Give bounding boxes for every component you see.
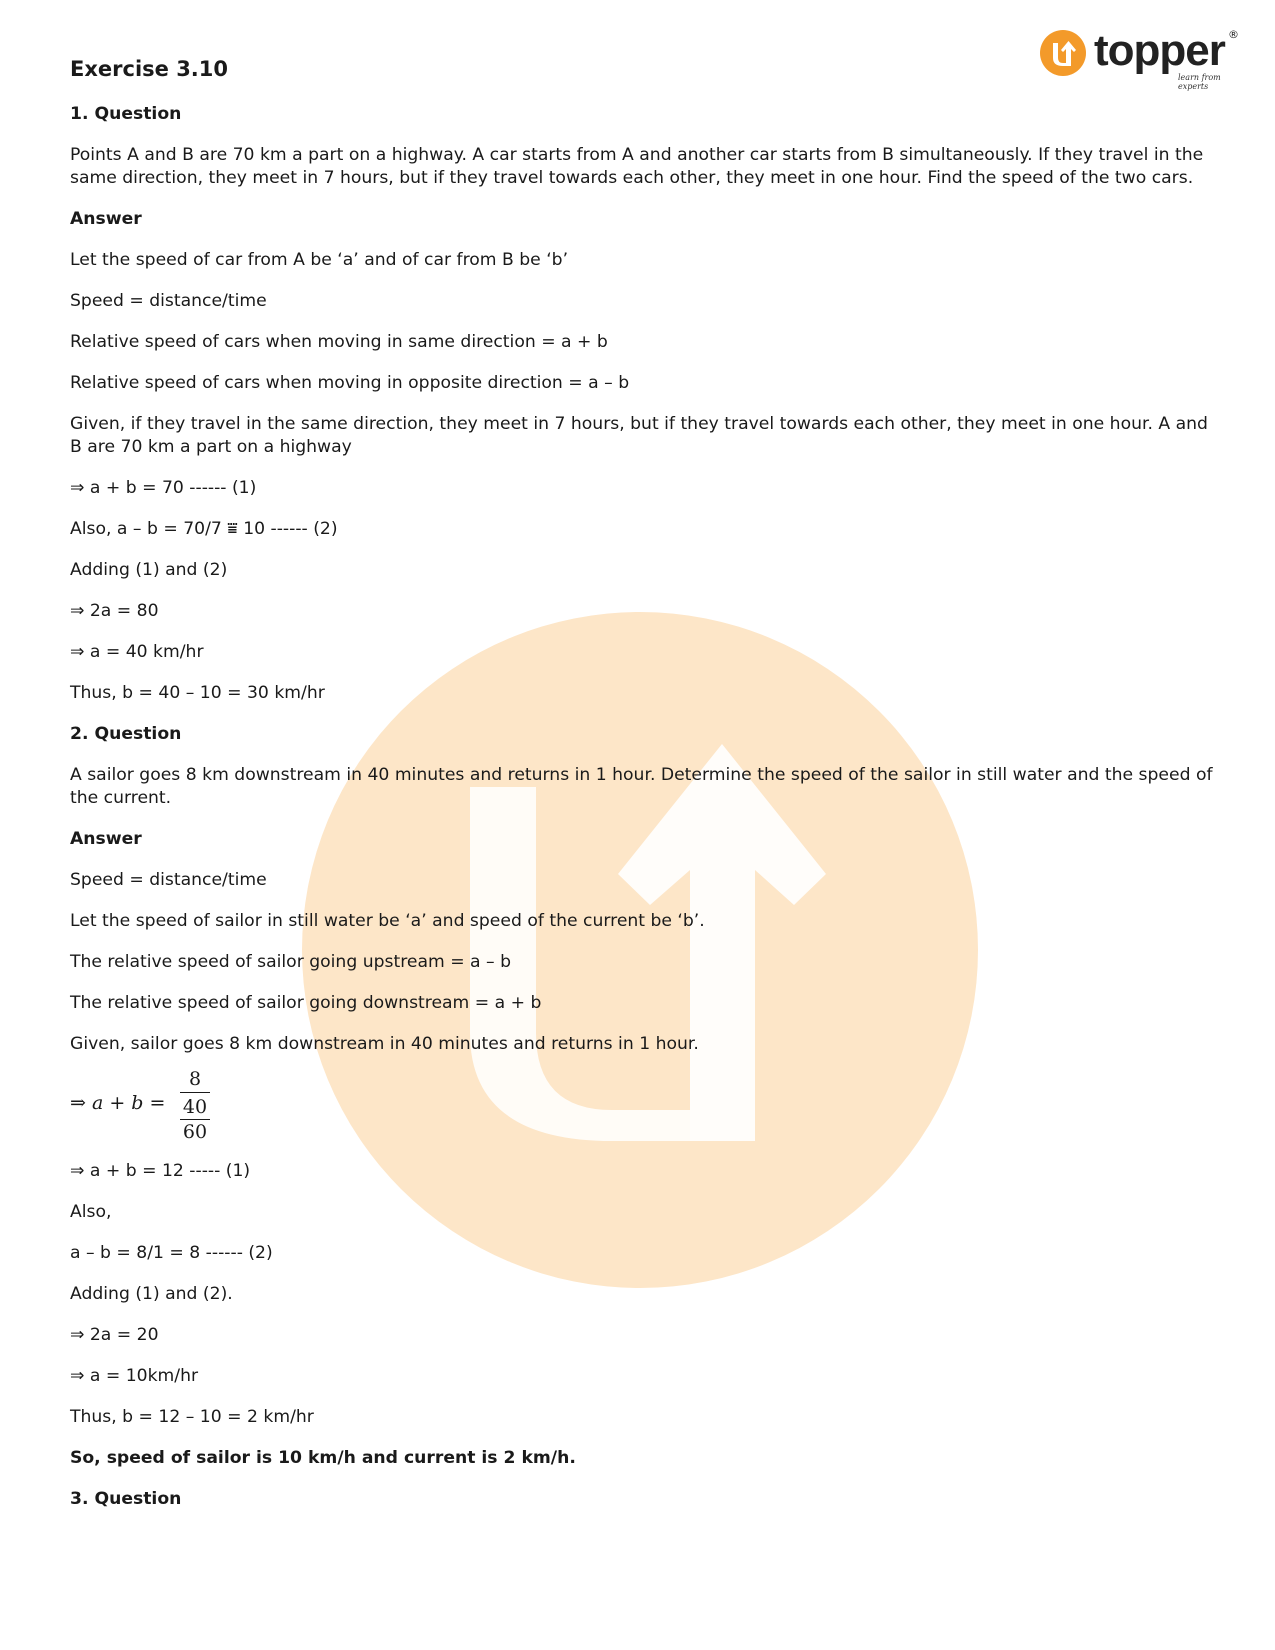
answer-line: Adding (1) and (2). xyxy=(70,1284,233,1304)
answer-line: Given, if they travel in the same direction, they meet in 7 hours, but if they travel towards each other, they meet in one hour. A and B are 70 km a part on a highway xyxy=(70,414,1214,457)
answer-line: ⇒ a = 40 km/hr xyxy=(70,642,204,662)
answer-line: ⇒ 2a = 20 xyxy=(70,1325,159,1345)
answer-line: ⇒ a = 10km/hr xyxy=(70,1366,199,1386)
answer-line: Thus, b = 12 – 10 = 2 km/hr xyxy=(70,1407,314,1427)
answer-line: The relative speed of sailor going downstream = a + b xyxy=(70,993,542,1013)
question-heading: 3. Question xyxy=(70,1489,182,1509)
answer-line: Relative speed of cars when moving in same direction = a + b xyxy=(70,332,608,352)
answer-line: Speed = distance/time xyxy=(70,870,267,890)
answer-line: Let the speed of car from A be ‘a’ and of car from B be ‘b’ xyxy=(70,250,569,270)
compound-fraction xyxy=(180,1066,210,1144)
answer-line: Also, xyxy=(70,1202,112,1222)
answer-line: ⇒ 2a = 80 xyxy=(70,601,159,621)
answer-line: The relative speed of sailor going upstream = a – b xyxy=(70,952,512,972)
brand-logo xyxy=(1040,26,1240,91)
answer-line: ⇒ a + b = 12 ----- (1) xyxy=(70,1161,251,1181)
answer-line: Adding (1) and (2) xyxy=(70,560,228,580)
answer-line: Let the speed of sailor in still water be ‘a’ and speed of the current be ‘b’. xyxy=(70,911,705,931)
answer-line: ⇒ a + b = 70 ------ (1) xyxy=(70,478,257,498)
formula-lhs: ⇒ a + b = xyxy=(70,1092,166,1114)
logo-wordmark: topper xyxy=(1094,26,1225,75)
question-heading: 2. Question xyxy=(70,724,182,744)
answer-line: Given, sailor goes 8 km downstream in 40 minutes and returns in 1 hour. xyxy=(70,1034,699,1054)
answer-line: Relative speed of cars when moving in opposite direction = a – b xyxy=(70,373,630,393)
fraction-numerator: 8 xyxy=(188,1068,202,1090)
fraction-denominator xyxy=(180,1092,210,1144)
question-heading: 1. Question xyxy=(70,104,182,124)
answer-label: Answer xyxy=(70,829,142,849)
answer-label: Answer xyxy=(70,209,142,229)
inner-numerator: 40 xyxy=(182,1096,208,1118)
answer-line: Thus, b = 40 – 10 = 30 km/hr xyxy=(70,683,325,703)
question-text: Points A and B are 70 km a part on a highway. A car starts from A and another car starts from B simultaneously. If they travel in the same direction, they meet in 7 hours, but if they travel towards each other, they meet in one hour. Find the speed of the two cars. xyxy=(70,145,1209,188)
u-logo-icon xyxy=(1040,30,1086,76)
logo-tagline: learn from experts xyxy=(1178,73,1221,91)
question-text: A sailor goes 8 km downstream in 40 minutes and returns in 1 hour. Determine the speed of the sailor in still water and the speed of the current. xyxy=(70,765,1218,808)
page-title: Exercise 3.10 xyxy=(70,57,229,81)
registered-mark: ® xyxy=(1228,28,1239,41)
answer-line: Speed = distance/time xyxy=(70,291,267,311)
answer-line: Also, a – b = 70/7 ⩸ 10 ------ (2) xyxy=(70,519,338,539)
fraction-formula xyxy=(70,1066,1215,1146)
answer-line: a – b = 8/1 = 8 ------ (2) xyxy=(70,1243,273,1263)
inner-denominator: 60 xyxy=(180,1119,210,1144)
document-body xyxy=(70,57,1218,1529)
answer-conclusion: So, speed of sailor is 10 km/h and current is 2 km/h. xyxy=(70,1448,576,1468)
